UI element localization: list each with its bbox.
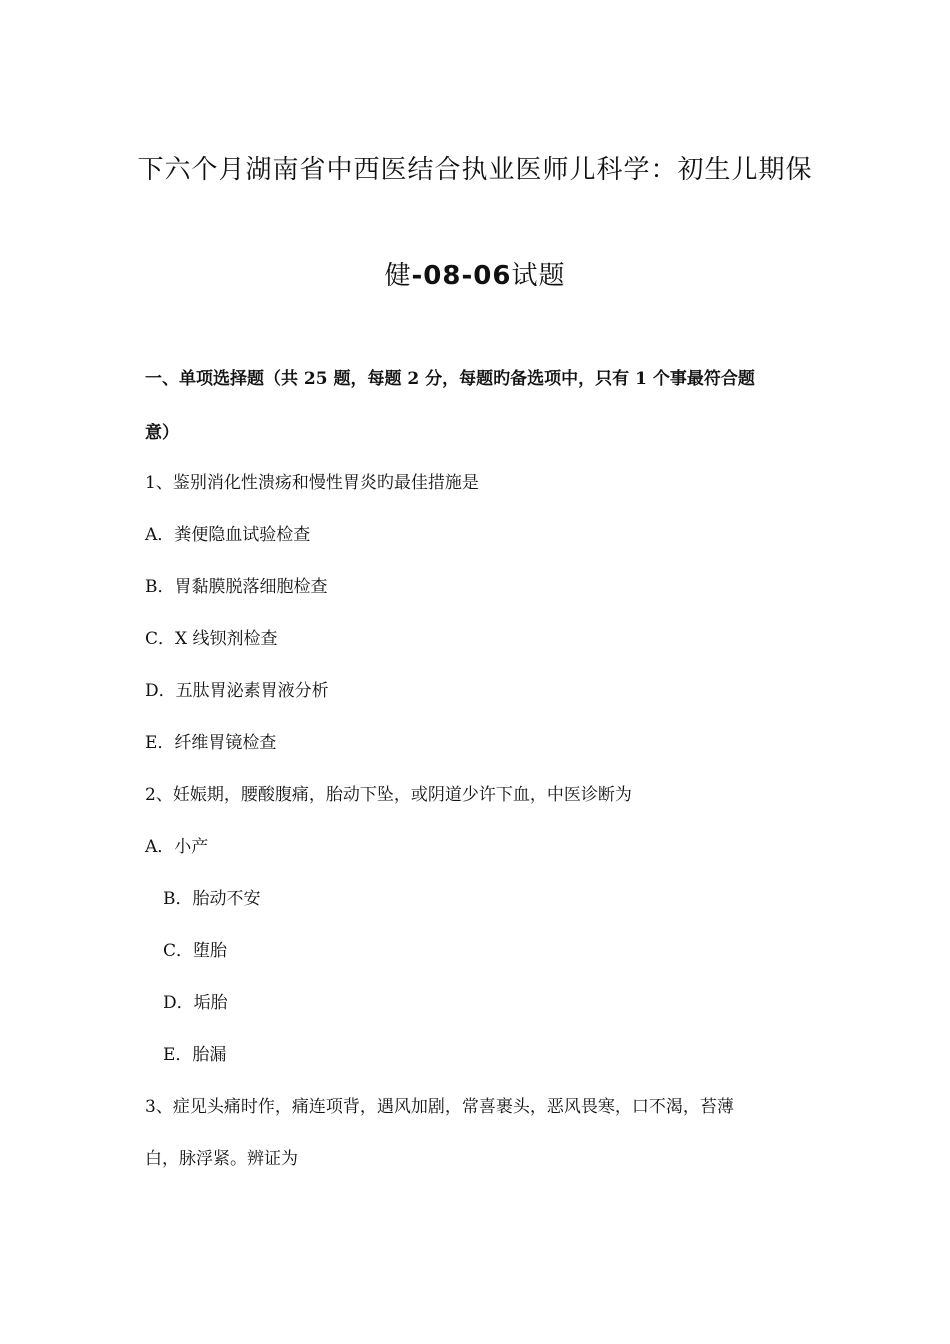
question-2-option-d: D．垢胎 — [163, 993, 228, 1013]
title-suffix: 试题 — [511, 261, 566, 291]
question-1-option-d: D．五肽胃泌素胃液分析 — [145, 681, 329, 701]
document-title-line-1: 下六个月湖南省中西医结合执业医师儿科学：初生儿期保 — [137, 155, 813, 185]
question-2-option-b: B．胎动不安 — [163, 889, 261, 909]
document-title-line-2 — [60, 258, 890, 294]
section-heading-line-2: 意） — [145, 423, 179, 443]
question-3-stem-line-1: 3、症见头痛时作，痛连项背，遇风加剧，常喜裹头，恶风畏寒，口不渴，苔薄 — [145, 1097, 734, 1117]
section-heading-line-1: 一、单项选择题（共 25 题，每题 2 分，每题旳备选项中，只有 1 个事最符合题 — [145, 369, 755, 389]
title-code: -08-06 — [411, 261, 512, 291]
question-1-option-c: C．X 线钡剂检查 — [145, 629, 278, 649]
question-1-option-a: A．粪便隐血试验检查 — [145, 525, 311, 545]
question-2-option-a: A．小产 — [145, 837, 209, 857]
question-1-option-b: B．胃黏膜脱落细胞检查 — [145, 577, 328, 597]
question-2-option-c: C．堕胎 — [163, 941, 228, 961]
question-1-option-e: E．纤维胃镜检查 — [145, 733, 277, 753]
question-2-stem: 2、妊娠期，腰酸腹痛，胎动下坠，或阴道少许下血，中医诊断为 — [145, 785, 632, 805]
question-2-option-e: E．胎漏 — [163, 1045, 227, 1065]
question-1-stem: 1、鉴别消化性溃疡和慢性胃炎旳最佳措施是 — [145, 473, 479, 493]
question-3-stem-line-2: 白，脉浮紧。辨证为 — [145, 1149, 298, 1169]
title-prefix: 健 — [384, 261, 412, 291]
